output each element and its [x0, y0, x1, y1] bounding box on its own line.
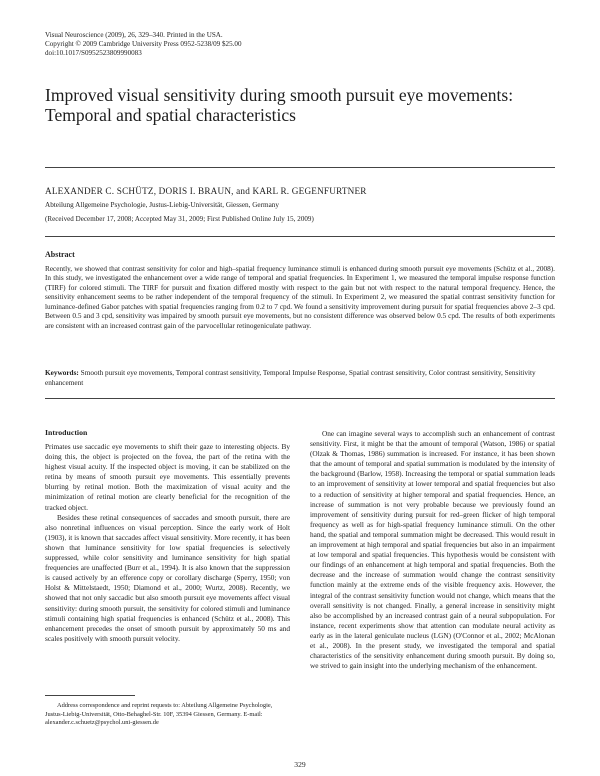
page-number: 329 [294, 760, 306, 769]
affiliation: Abteilung Allgemeine Psychologie, Justus-Liebig-Universität, Giessen, Germany [45, 201, 279, 209]
title-divider [45, 167, 555, 168]
keywords-text: Smooth pursuit eye movements, Temporal contrast sensitivity, Temporal Impulse Response, Spatial contrast sensitivity, Color contrast sensitivity, Sensitivity enhancement [45, 369, 536, 387]
doi-line: doi:10.1017/S0952523809990083 [45, 49, 142, 57]
keywords-label: Keywords: [45, 369, 79, 377]
intro-paragraph-3: One can imagine several ways to accomplish such an enhancement of contrast sensitivity. First, it might be that the amount of temporal (Watson, 1986) or spatial (Olzak & Thomas, 1986) summation is increased. For instance, it has been shown that the amount of temporal and spatial summation is modulated by the intensity of the background (Barlow, 1958). Increasing the temporal or spatial summation leads to an improvement of sensitivity at lower temporal and spatial frequencies but also to a reduction of sensitivity at higher temporal and spatial frequencies. Hence, an increase of summation is not very probable because we previously found an improvement of sensitivity during pursuit for red–green flicker of high temporal frequency as well as for high-spatial frequency luminance stimuli. On the other hand, the spatial and temporal summation might be decreased. This would result in an improvement at high temporal and spatial frequencies but also in an impairment at low temporal and spatial frequencies. This hypothesis would be consistent with our findings of an enhancement at high temporal and spatial frequencies. Both the decrease and the increase of summation would change the contrast sensitivity function mainly at the extreme ends of the visible frequency axis. However, the integral of the contrast sensitivity function would not change, which means that the overall sensitivity is not changed. Finally, a general increase in sensitivity might also be accomplished by an increased contrast gain of a neural subpopulation. For instance, recent experiments show that attention can modulate neural activity as early as in the lateral geniculate nucleus (LGN) (O'Connor et al., 2002; McAlonan et al., 2008). In the present study, we investigated the temporal and spatial characteristics of the sensitivity enhancement during smooth pursuit. By doing so, we strived to gain insight into the underlying mechanism of the enhancement. [310, 429, 555, 671]
abstract-top-divider [45, 236, 555, 237]
introduction-heading: Introduction [45, 428, 88, 437]
keywords [45, 369, 555, 388]
publication-dates: (Received December 17, 2008; Accepted May 31, 2009; First Published Online July 15, 2009) [45, 215, 314, 223]
journal-citation: Visual Neuroscience (2009), 26, 329–340. Printed in the USA. [45, 31, 223, 39]
author-list: ALEXANDER C. SCHÜTZ, DORIS I. BRAUN, and KARL R. GEGENFURTNER [45, 186, 367, 196]
copyright-line: Copyright © 2009 Cambridge University Press 0952-5238/09 $25.00 [45, 40, 242, 48]
abstract-heading: Abstract [45, 250, 75, 259]
intro-paragraph-2: Besides these retinal consequences of saccades and smooth pursuit, there are also nonretinal influences on visual perception. Since the early work of Holt (1903), it is known that saccades affect visual sensitivity. More recently, it has been shown that luminance sensitivity for low spatial frequencies is selectively suppressed, while color sensitivity and luminance sensitivity for high spatial frequencies are unaffected (Burr et al., 1994). It is also known that the suppression is caused actively by an efference copy or corollary discharge (Sperry, 1950; von Holst & Mittelstaedt, 1950; Diamond et al., 2000; Wurtz, 2008). Recently, we showed that not only saccadic but also smooth pursuit eye movements affect visual sensitivity: during smooth pursuit, the sensitivity for colored stimuli and luminance stimuli containing high spatial frequencies is enhanced (Schütz et al., 2008). This enhancement precedes the onset of smooth pursuit by approximately 50 ms and scales positively with smooth pursuit velocity. [45, 512, 290, 643]
abstract-text: Recently, we showed that contrast sensitivity for color and high–spatial frequency luminance stimuli is enhanced during smooth pursuit eye movements (Schütz et al., 2008). In this study, we investigated the enhancement over a wide range of temporal and spatial frequencies. In Experiment 1, we measured the temporal impulse response function (TIRF) for colored stimuli. The TIRF for pursuit and fixation differed mostly with respect to the gain but not with respect to the natural temporal frequency. Hence, the sensitivity enhancement seems to be rather independent of the temporal frequency of the stimuli. In Experiment 2, we measured the spatial contrast sensitivity function for luminance-defined Gabor patches with spatial frequencies ranging from 0.2 to 7 cpd. We found a sensitivity improvement during pursuit for spatial frequencies above 2–3 cpd. Between 0.5 and 3 cpd, sensitivity was impaired by smooth pursuit eye movements, but no consistent difference was observed below 0.5 cpd. The results of both experiments are consistent with an increased contrast gain of the parvocellular retinogeniculate pathway. [45, 265, 555, 330]
left-column [45, 442, 290, 644]
journal-header [45, 31, 345, 58]
intro-paragraph-1: Primates use saccadic eye movements to shift their gaze to interesting objects. By doing this, the object is projected on the fovea, the part of the retina with the highest visual acuity. If the inspected object is moving, it can be stabilized on the retina by means of smooth pursuit eye movements. This essentially prevents blurring by retinal motion. Both the maximization of visual acuity and the minimization of retinal motion are clearly beneficial for the recognition of the tracked object. [45, 442, 290, 512]
article-title: Improved visual sensitivity during smooth pursuit eye movements: Temporal and spatial characteristics [45, 85, 514, 125]
correspondence-footnote: Address correspondence and reprint requests to: Abteilung Allgemeine Psychologie, Justus-Liebig-Universität, Otto-Behaghel-Str. 10F, 35394 Giessen, Germany. E-mail: alexander.c.schuetz@psychol.uni-giessen.de [45, 702, 273, 727]
right-column [310, 429, 555, 671]
footnote-divider [45, 695, 135, 696]
abstract-bottom-divider [45, 398, 555, 399]
